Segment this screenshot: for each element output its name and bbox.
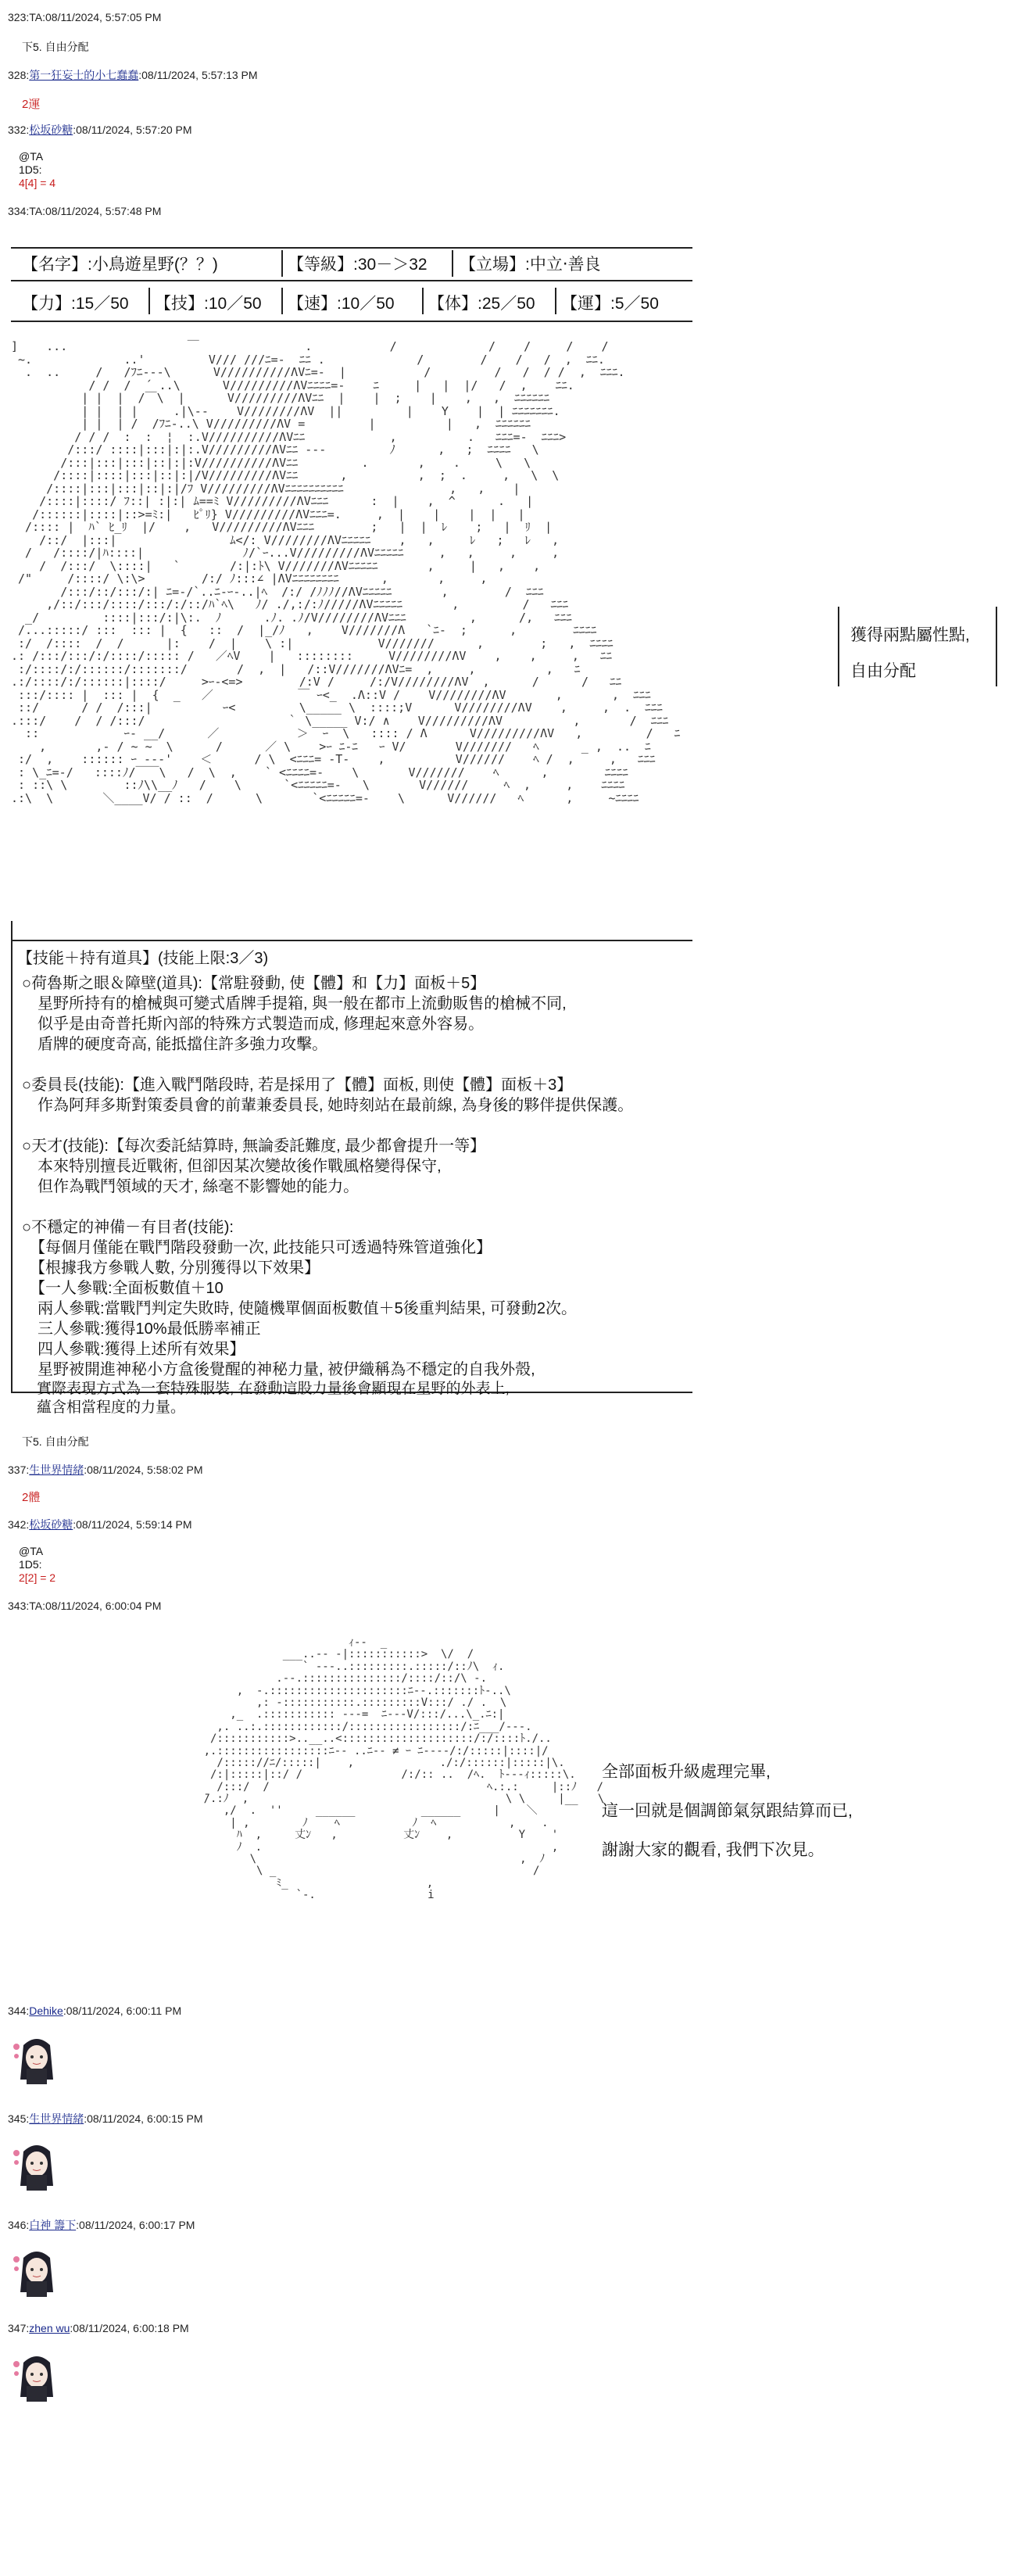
poster-name: TA: [29, 1600, 43, 1612]
skills-left-border: [11, 921, 13, 1393]
post-number: 323: [8, 11, 27, 23]
stat-skill: 【技】:10／50: [155, 295, 262, 313]
sticker-avatar-icon: [9, 2033, 64, 2087]
post-body-323: 下5. 自由分配: [22, 41, 89, 53]
post-number: 337: [8, 1464, 27, 1476]
skill-line: 三人參戰:獲得10%最低勝率補正: [22, 1320, 261, 1338]
post-header-345: 345:生世界情緒:08/11/2024, 6:00:15 PM: [8, 2112, 203, 2125]
side-note-line1: 獲得兩點屬性點,: [850, 626, 970, 644]
post-header-328: 328:第一狂妄士的小七蠢蠢:08/11/2024, 5:57:13 PM: [8, 69, 258, 81]
post-header-347: 347:zhen wu:08/11/2024, 6:00:18 PM: [8, 2322, 189, 2334]
post-time: 08/11/2024, 6:00:11 PM: [66, 2005, 182, 2017]
post-header-334: 334:TA:08/11/2024, 5:57:48 PM: [8, 205, 162, 217]
post-number: 344: [8, 2005, 27, 2017]
skill-line: 蘊含相當程度的力量。: [22, 1399, 186, 1416]
skill-line: 但作為戰鬥領域的天才, 絲毫不影響她的能力。: [22, 1178, 360, 1195]
dice-mention: @TA: [19, 1545, 44, 1557]
poster-name-link[interactable]: 生世界情緒: [29, 1464, 84, 1476]
sheet-top-border: [11, 247, 692, 249]
dice-mention: @TA: [19, 150, 44, 163]
post-number: 347: [8, 2322, 27, 2334]
post-header-323: 323:TA:08/11/2024, 5:57:05 PM: [8, 11, 162, 23]
sheet-art-border: [11, 321, 692, 322]
poster-name-link[interactable]: 松坂砂糖: [29, 124, 73, 136]
skills-top-border: [11, 940, 692, 941]
dice-result: 2[2] = 2: [19, 1571, 56, 1584]
post-time: 08/11/2024, 6:00:15 PM: [87, 2112, 203, 2125]
post-number: 343: [8, 1600, 27, 1612]
post-body-328: 2運: [22, 98, 41, 111]
post-number: 328: [8, 69, 27, 81]
post-number: 345: [8, 2112, 27, 2125]
skill-line: 【一人參戰:全面板數值＋10: [22, 1280, 224, 1297]
poster-name-link[interactable]: 生世界情緒: [29, 2112, 84, 2125]
sheet-stance: 【立場】:中立‧善良: [460, 256, 601, 274]
skill-line: 星野被開進神秘小方盒後覺醒的神秘力量, 被伊織稱為不穩定的自我外殼,: [22, 1361, 535, 1378]
end-note-line2: 這一回就是個調節氣氛跟結算而已,: [602, 1802, 853, 1820]
stat-power: 【力】:15／50: [22, 295, 129, 313]
skill-line: 【每個月僅能在戰鬥階段發動一次, 此技能只可透過特殊管道強化】: [22, 1239, 492, 1256]
skill-line: ○荷魯斯之眼＆障壁(道具):【常駐發動, 使【體】和【力】面板＋5】: [22, 975, 486, 992]
skill-line: 似乎是由奇普托斯內部的特殊方式製造而成, 修理起來意外容易。: [22, 1016, 485, 1033]
post-number: 346: [8, 2219, 27, 2231]
sheet-divider: [281, 250, 283, 277]
side-note-line2: 自由分配: [850, 662, 916, 680]
skill-line: 四人參戰:獲得上述所有效果】: [22, 1341, 245, 1358]
sheet-level: 【等級】:30－＞32: [288, 256, 428, 274]
skill-line: 本來特別擅長近戰術, 但卻因某次變故後作戰風格變得保守,: [22, 1158, 442, 1175]
poster-name: TA: [29, 205, 43, 217]
post-header-344: 344:Dehike:08/11/2024, 6:00:11 PM: [8, 2005, 182, 2017]
between-note: 下5. 自由分配: [22, 1435, 89, 1448]
skills-header: 【技能＋持有道具】(技能上限:3／3): [17, 950, 269, 967]
poster-name-link[interactable]: 松坂砂糖: [29, 1518, 73, 1531]
post-time: 08/11/2024, 5:57:13 PM: [141, 69, 258, 81]
sticker-avatar-icon: [9, 2139, 64, 2194]
sheet-divider: [148, 288, 150, 314]
post-number: 342: [8, 1518, 27, 1531]
sticker-avatar-icon: [9, 2350, 64, 2405]
post-header-337: 337:生世界情緒:08/11/2024, 5:58:02 PM: [8, 1464, 203, 1476]
dice-roll-label: 1D5:: [19, 1558, 42, 1571]
skill-line: ○天才(技能):【每次委託結算時, 無論委託難度, 最少都會提升一等】: [22, 1138, 486, 1155]
sticker-avatar-icon: [9, 2245, 64, 2300]
sheet-name: 【名字】:小鳥遊星野(？？): [22, 256, 218, 274]
skill-line: ○委員長(技能):【進入戰鬥階段時, 若是採用了【體】面板, 則使【體】面板＋3】: [22, 1077, 573, 1094]
end-note-line1: 全部面板升級處理完畢,: [602, 1763, 771, 1781]
post-time: 08/11/2024, 6:00:04 PM: [45, 1600, 162, 1612]
stat-speed: 【速】:10／50: [288, 295, 395, 313]
face-ascii-art: ｨ-- _ ___..-- -|:::::::::::> \/ / ` ---..:::::::::.:::::/::ﾉ\ ｨ. .--.:::::::::::::::/::::/::/\ -. , -.:::::::::::::::::::::ﾆ--.:::::::ﾄ-..\ ,: -:::::::::::.:::::::::V:::/ ./ . \ ,_ .::::::::::: ---= ﾆ---V/:::/...\_.ﾆ:| ,. ..:.::::::::::::/:::::::::::::::::/:ﾆ___/---. /:::::::::::>..__..<::::::::::::::::::::/:/::::ﾄ./.. ,.:::::::::::::::::ﾆ-- ..ﾆ-- ≠ ｰ ﾆ----/:/:::::|::::|/ /::::://ﾆ/:::::| , ./:/::::::|:::::|\. /:|:::::|::/ / /:/:: .. /ﾍ. ﾄ---ｨ:::::\. /:::/ / ﾍ.:.: |::ﾉ / ̄/.:ﾉ , \ \ |__ \ ,/ . '' ______ ______ | ＼ | , ﾉ ﾍ ﾉ ﾍ , . ﾊ , 丈ﾝ , 丈ﾝ , Y ' ﾉ . , \ , ﾉ \ _ / ﾐ_ , `-. i: [197, 1636, 605, 1902]
skill-line: 【根據我方參戰人數, 分別獲得以下效果】: [22, 1259, 320, 1277]
skill-line: 盾牌的硬度奇高, 能抵擋住許多強力攻擊。: [22, 1036, 328, 1053]
post-number: 334: [8, 205, 27, 217]
sheet-divider: [555, 288, 556, 314]
post-time: 08/11/2024, 5:57:48 PM: [45, 205, 162, 217]
sheet-mid-border: [11, 280, 692, 281]
poster-name-link[interactable]: 第一狂妄士的小七蠢蠢: [29, 69, 139, 81]
poster-name-link[interactable]: zhen wu: [29, 2322, 70, 2334]
post-body-337: 2體: [22, 1491, 41, 1504]
character-ascii-art: ] ... ￣ . / / / / / ~. ..' V/// ///ﾆ=- ﾆﾆ . / / / / , ﾆﾆ. . .. / /ﾌﾆ---\ V//////////ΛVﾆ=- | / / / / / , ﾆﾆﾆ. / / / ´ ..\ V/////////ΛVﾆﾆﾆﾆ=- ﾆ | | |/ / , ﾆﾆ. | | | /￣\ | V/////////ΛVﾆﾆ | | ; | , , ﾆﾆﾆﾆﾆﾆ | | | | .|\-- V////////ΛV || | Y | | ﾆﾆﾆﾆﾆﾆﾆ. | | | / /ﾌﾆ-..\ V/////////ΛV = | | , ﾆﾆﾆﾆﾆﾆ / / / : : ¦ :.V//////////ΛVﾆﾆ , . ﾆﾆﾆ=- ﾆﾆﾆ> /:::/ ::::|:::|:|:.V/////////ΛVﾆﾆ --- ﾉ , ; ﾆﾆﾆﾆ \ /:::|:::|:::|::|:|:V//////////ΛVﾆﾆ . , . \ \ /::::|::::|:::|::|:|/V/////////ΛVﾆﾆ , , ; . , \ \ /::::|:::|:::|::|:|/ﾌ V/////////ΛVﾆﾆﾆﾆﾆﾆﾆﾆﾆﾆ , , | /::::|::::/ ﾌ::| :|:| ﾑ==ﾐ V/////////ΛVﾆﾆﾆ : | , ^ . | /::::::|::::|::>=ﾐ:| ﾋﾟﾘ} V/////////ΛVﾆﾆﾆ=. , | | | | | /:::: | ﾊ` ﾋ_ﾘ |/ , V/////////ΛVﾆﾆﾆ ; | | ﾚ ; | ﾘ | /::/ |:::| ﾑ</: V////////ΛVﾆﾆﾆﾆﾆ , , ﾚ ; ﾚ , / /::::/|ﾊ::::| ﾉ/`ｰ...V/////////ΛVﾆﾆﾆﾆﾆ , , , , / /:::/ \::::| ` /:|:ﾄ\ V///////ΛVﾆﾆﾆﾆﾆ , | , , /" /::::/ \:\> /:/ ﾉ:::∠ |ΛVﾆﾆﾆﾆﾆﾆﾆﾆ , , , /:::/::/:::/:| ﾆ=-/`..ﾆ-ｰ-..|ﾍ /:/ /ﾉﾉﾉ//ΛVﾆﾆﾆﾆﾆ , / ﾆﾆﾆ ,/::/:::/::::/:::/:/::/ﾊ`ﾍ\ ﾉ/ ./,:/:ﾉ/////ΛVﾆﾆﾆﾆﾆ , / ﾆﾆﾆ _/ ::::|:::/:|\:. ﾉ .ﾉ. .ﾉ/V////////ΛVﾆﾆﾆ , /, ﾆﾆﾆ /...:::::/ ::: ::: | { :: / |_/ﾉ , V///////Λ `ﾆ- ; , ﾆﾆﾆﾆ :/ /:::: / / |: / | \ :| V/////// , ; , ﾆﾆﾆﾆ .: /:::/:::/:/::::/::::: / ／ﾍV | :::::::: V////////ΛV , , , ﾆﾆ :/::::/:/::::::/:::::::/ / , | /::V///////ΛVﾆ= , , , ﾆ .:/::::/:/::::::|::::/ >ｰ-<=> /:V / /:/V////////ΛV , / / ﾆﾆ :::/:::: | ::: | { _ ／ ￣ ｰ<_ .Λ::V / V////////ΛV , , ﾆﾆﾆ ::/ / / /:::| ｰ< \_____ \ ::::;V V////////ΛV , , . ﾆﾆﾆ .:::/ / / /:::/ ｀ \_____ V:/ ∧ V/////////ΛV , / ﾆﾆﾆ :: ｰ- __/ ／ ＞ ｰ \ :::: / Λ V/////////ΛV , / ﾆ , ,- / ~ ~ \ / ／ \ >ｰ ﾆ-ﾆ ｰ V/ V/////// ﾍ _ , .. ﾆ :/ , :::::: ｰ ---' ＜ / \ <ﾆﾆﾆ= -T- , V////// ﾍ / , , ﾆﾆﾆ : \_ﾆ=-/ ::::ﾉ/￣￣\ / \ , ` <ﾆﾆﾆﾆ=- \ V/////// ﾍ , ﾆﾆﾆﾆ : ::\ \ ::ﾉ\\__ﾉ / \ `<ﾆﾆﾆﾆﾆ=- \ V////// ﾍ , , ﾆﾆﾆﾆ .:\ \ ＼____V/ / :: / \ `<ﾆﾆﾆﾆﾆ=- \ V////// ﾍ , ~ﾆﾆﾆﾆ: [11, 339, 681, 805]
dice-roll-label: 1D5:: [19, 163, 42, 176]
end-note-line3: 謝謝大家的觀看, 我們下次見。: [602, 1841, 825, 1859]
skill-line: 實際表現方式為一套特殊服裝, 在發動這股力量後會顯現在星野的外表上,: [22, 1381, 510, 1397]
post-time: 08/11/2024, 5:57:20 PM: [76, 124, 192, 136]
skill-line: ○不穩定的神備－有目者(技能):: [22, 1219, 234, 1236]
stat-luck: 【運】:5／50: [561, 295, 659, 313]
post-header-332: 332:松坂砂糖:08/11/2024, 5:57:20 PM: [8, 124, 192, 136]
skill-line: 兩人參戰:當戰鬥判定失敗時, 使隨機單個面板數值＋5後重判結果, 可發動2次。: [22, 1300, 578, 1317]
post-time: 08/11/2024, 5:58:02 PM: [87, 1464, 203, 1476]
dice-result: 4[4] = 4: [19, 177, 56, 189]
poster-name-link[interactable]: Dehike: [29, 2005, 63, 2017]
poster-name-link[interactable]: 白神 籌下: [29, 2219, 77, 2231]
post-header-342: 342:松坂砂糖:08/11/2024, 5:59:14 PM: [8, 1518, 192, 1531]
post-header-346: 346:白神 籌下:08/11/2024, 6:00:17 PM: [8, 2219, 195, 2231]
skill-line: 作為阿拜多斯對策委員會的前輩兼委員長, 她時刻站在最前線, 為身後的夥伴提供保護。: [22, 1097, 634, 1114]
post-time: 08/11/2024, 5:59:14 PM: [76, 1518, 192, 1531]
poster-name: TA: [29, 11, 43, 23]
skill-line: 星野所持有的槍械與可變式盾牌手提箱, 與一般在都市上流動販售的槍械不同,: [22, 995, 567, 1012]
post-time: 08/11/2024, 5:57:05 PM: [45, 11, 162, 23]
stat-body: 【体】:25／50: [428, 295, 535, 313]
post-number: 332: [8, 124, 27, 136]
post-time: 08/11/2024, 6:00:17 PM: [79, 2219, 195, 2231]
sheet-divider: [422, 288, 424, 314]
post-header-343: 343:TA:08/11/2024, 6:00:04 PM: [8, 1600, 162, 1612]
post-time: 08/11/2024, 6:00:18 PM: [73, 2322, 189, 2334]
sheet-divider: [452, 250, 453, 277]
sheet-divider: [281, 288, 283, 314]
